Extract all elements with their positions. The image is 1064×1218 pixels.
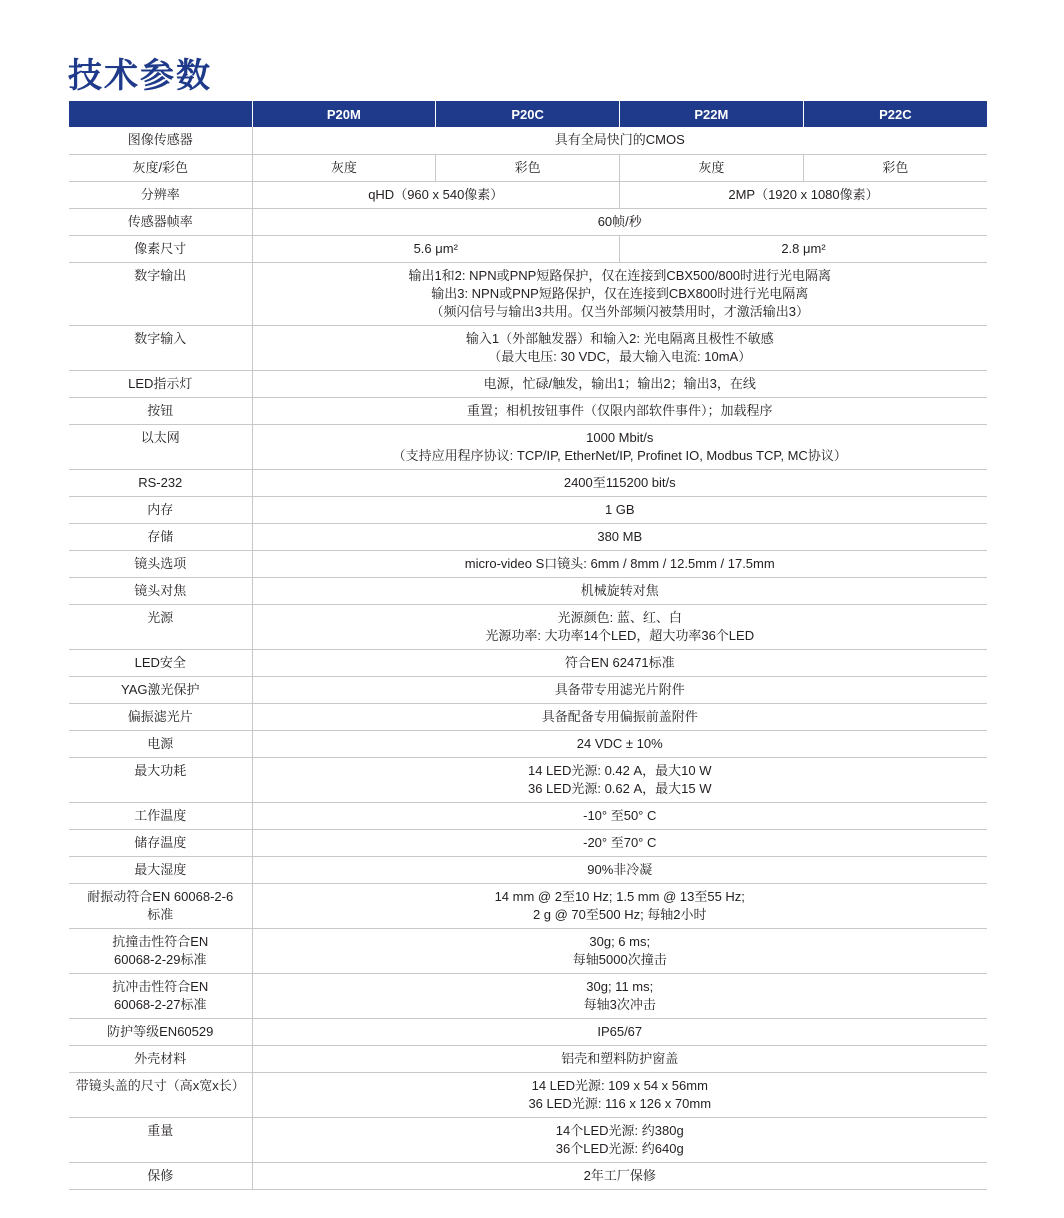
spec-row	[69, 127, 987, 154]
model-header: P22C	[803, 101, 987, 127]
spec-value-line: 1000 Mbit/s	[586, 429, 654, 445]
spec-label-line: 以太网	[140, 429, 180, 445]
spec-label	[69, 928, 252, 973]
spec-label-line: YAG激光保护	[121, 681, 200, 697]
spec-value-line: 灰度	[698, 159, 725, 175]
spec-value-line: 光源颜色: 蓝、红、白	[557, 609, 682, 625]
spec-label	[69, 1117, 252, 1162]
spec-label-line: 最大湿度	[134, 861, 187, 877]
spec-value-line: 彩色	[882, 159, 909, 175]
spec-row	[69, 703, 987, 730]
spec-label-line: LED安全	[134, 654, 186, 670]
spec-row	[69, 262, 987, 325]
spec-value	[252, 127, 987, 154]
spec-label-line: 分辨率	[140, 186, 180, 202]
spec-label-line: 灰度/彩色	[132, 159, 189, 175]
spec-value	[252, 577, 987, 604]
spec-label	[69, 235, 252, 262]
spec-label-line: 内存	[147, 501, 174, 517]
spec-value-line: 1 GB	[604, 501, 635, 517]
spec-row	[69, 208, 987, 235]
spec-value-line: 2 g @ 70至500 Hz; 每轴2小时	[532, 906, 707, 922]
spec-value-line: 输出3: NPN或PNP短路保护，仅在连接到CBX800时进行光电隔离	[431, 285, 809, 301]
spec-label-line: 60068-2-27标准	[114, 996, 207, 1012]
spec-value-line: micro-video S口镜头: 6mm / 8mm / 12.5mm / 17.5mm	[464, 555, 775, 571]
spec-value-line: 36 LED光源: 0.62 A，最大15 W	[527, 780, 712, 796]
spec-row	[69, 550, 987, 577]
spec-row	[69, 1045, 987, 1072]
spec-value-line: qHD（960 x 540像素）	[368, 186, 504, 202]
spec-label-line: 偏振滤光片	[127, 708, 193, 724]
model-header: P20C	[436, 101, 620, 127]
spec-value	[252, 730, 987, 757]
spec-value	[620, 181, 988, 208]
spec-row	[69, 973, 987, 1018]
spec-label	[69, 883, 252, 928]
spec-row	[69, 1018, 987, 1045]
spec-row	[69, 676, 987, 703]
spec-row	[69, 370, 987, 397]
spec-value-line: 60帧/秒	[597, 213, 642, 229]
spec-value	[252, 883, 987, 928]
spec-row	[69, 154, 987, 181]
spec-value	[436, 154, 620, 181]
spec-value-line: 14 mm @ 2至10 Hz; 1.5 mm @ 13至55 Hz;	[494, 888, 745, 904]
spec-value-line: -10° 至50° C	[583, 807, 657, 823]
spec-label-line: 保修	[147, 1167, 174, 1183]
spec-label-line: 抗冲击性符合EN	[112, 978, 209, 994]
spec-value	[252, 928, 987, 973]
spec-value	[252, 325, 987, 370]
spec-label-line: 60068-2-29标准	[114, 951, 207, 967]
spec-label	[69, 469, 252, 496]
spec-row	[69, 1117, 987, 1162]
spec-value	[252, 469, 987, 496]
spec-value-line: 5.6 μm²	[413, 240, 458, 256]
spec-value	[252, 1117, 987, 1162]
spec-label	[69, 370, 252, 397]
spec-value	[252, 802, 987, 829]
spec-label	[69, 424, 252, 469]
spec-label-line: 数字输出	[134, 267, 187, 283]
spec-label-line: 图像传感器	[127, 132, 193, 147]
spec-value-line: （频闪信号与输出3共用。仅当外部频闪被禁用时，才激活输出3）	[430, 303, 809, 319]
spec-row	[69, 325, 987, 370]
model-header: P20M	[252, 101, 436, 127]
spec-row	[69, 577, 987, 604]
spec-body	[69, 127, 987, 1189]
spec-value-line: 光源功率: 大功率14个LED，超大功率36个LED	[485, 627, 755, 643]
spec-label-line: 重量	[147, 1122, 174, 1138]
spec-label	[69, 208, 252, 235]
spec-row	[69, 649, 987, 676]
spec-value	[252, 757, 987, 802]
spec-label	[69, 325, 252, 370]
spec-value	[252, 856, 987, 883]
spec-value-line: 灰度	[330, 159, 357, 175]
spec-value-line: 380 MB	[597, 528, 643, 544]
spec-label	[69, 676, 252, 703]
spec-value	[252, 370, 987, 397]
spec-label-line: 工作温度	[134, 807, 187, 823]
spec-label-line: 电源	[147, 735, 174, 751]
spec-label-line: 镜头对焦	[134, 582, 187, 598]
spec-label-line: LED指示灯	[128, 375, 193, 391]
spec-value-line: 符合EN 62471标准	[564, 654, 675, 670]
spec-label	[69, 703, 252, 730]
spec-value-line: 14个LED光源: 约380g	[555, 1122, 684, 1138]
spec-row	[69, 856, 987, 883]
spec-value-line: 彩色	[514, 159, 541, 175]
spec-value-line: 每轴3次冲击	[583, 996, 656, 1012]
spec-value	[252, 1018, 987, 1045]
spec-row	[69, 604, 987, 649]
spec-label-line: 传感器帧率	[127, 213, 193, 229]
spec-value	[620, 235, 988, 262]
spec-value	[620, 154, 804, 181]
page-title: 技术参数	[68, 56, 212, 96]
spec-row	[69, 883, 987, 928]
spec-value	[252, 1045, 987, 1072]
spec-label-line: 标准	[147, 906, 174, 922]
spec-label-line: 镜头选项	[134, 555, 187, 571]
spec-value-line: 2MP（1920 x 1080像素）	[728, 186, 879, 202]
spec-label	[69, 262, 252, 325]
spec-value-line: 36个LED光源: 约640g	[555, 1140, 684, 1156]
spec-row	[69, 424, 987, 469]
spec-value-line: 14 LED光源: 109 x 54 x 56mm	[531, 1077, 708, 1093]
spec-row	[69, 235, 987, 262]
spec-value	[252, 550, 987, 577]
spec-row	[69, 829, 987, 856]
spec-value	[252, 649, 987, 676]
spec-row	[69, 802, 987, 829]
spec-value-line: 具备配备专用偏振前盖附件	[541, 708, 698, 724]
spec-value-line: （最大电压: 30 VDC，最大输入电流: 10mA）	[488, 348, 752, 364]
spec-value	[252, 829, 987, 856]
spec-value-line: 铝壳和塑料防护窗盖	[561, 1050, 679, 1066]
spec-value-line: 具备带专用滤光片附件	[554, 681, 685, 697]
header-row	[69, 101, 987, 127]
spec-row	[69, 730, 987, 757]
spec-value-line: 每轴5000次撞击	[572, 951, 667, 967]
spec-row	[69, 928, 987, 973]
spec-label	[69, 127, 252, 154]
spec-value	[252, 496, 987, 523]
spec-value	[252, 703, 987, 730]
spec-label	[69, 730, 252, 757]
spec-label	[69, 1045, 252, 1072]
spec-label-line: 光源	[147, 609, 174, 625]
spec-value-line: 电源，忙碌/触发，输出1；输出2；输出3，在线	[483, 375, 756, 391]
spec-label	[69, 577, 252, 604]
spec-row	[69, 469, 987, 496]
spec-value	[252, 154, 436, 181]
spec-label	[69, 856, 252, 883]
spec-label	[69, 802, 252, 829]
spec-label	[69, 649, 252, 676]
model-header: P22M	[620, 101, 804, 127]
spec-label-line: 防护等级EN60529	[107, 1023, 214, 1039]
spec-label	[69, 973, 252, 1018]
spec-value-line: -20° 至70° C	[583, 834, 657, 850]
spec-row	[69, 496, 987, 523]
spec-value	[252, 604, 987, 649]
spec-row	[69, 1162, 987, 1189]
spec-value	[252, 523, 987, 550]
spec-value-line: 30g; 11 ms;	[586, 978, 654, 994]
spec-value-line: 90%非冷凝	[587, 861, 653, 877]
spec-value-line: 30g; 6 ms;	[589, 933, 651, 949]
spec-label-line: RS-232	[138, 474, 183, 490]
spec-value	[252, 208, 987, 235]
spec-row	[69, 1072, 987, 1117]
spec-value-line: 14 LED光源: 0.42 A，最大10 W	[527, 762, 712, 778]
spec-label-line: 按钮	[147, 402, 174, 418]
spec-value	[252, 1162, 987, 1189]
spec-value-line: 输入1（外部触发器）和输入2: 光电隔离且极性不敏感	[465, 330, 774, 346]
spec-value	[252, 262, 987, 325]
spec-label	[69, 550, 252, 577]
spec-label-line: 最大功耗	[134, 762, 187, 778]
spec-value	[252, 235, 620, 262]
header-corner	[69, 101, 252, 127]
spec-row	[69, 523, 987, 550]
spec-label	[69, 604, 252, 649]
spec-label	[69, 496, 252, 523]
spec-value	[803, 154, 987, 181]
spec-value-line: 24 VDC ± 10%	[576, 735, 663, 751]
spec-label-line: 耐振动符合EN 60068-2-6	[87, 888, 234, 904]
spec-label	[69, 1072, 252, 1117]
spec-label-line: 外壳材料	[134, 1050, 187, 1066]
spec-value-line: （支持应用程序协议: TCP/IP, EtherNet/IP, Profinet IO, Modbus TCP, MC协议）	[392, 447, 847, 463]
spec-label	[69, 397, 252, 424]
spec-label-line: 数字输入	[134, 330, 187, 346]
spec-value	[252, 397, 987, 424]
spec-table	[69, 101, 987, 1190]
spec-row	[69, 397, 987, 424]
spec-label-line: 储存温度	[134, 834, 187, 850]
spec-value-line: 输出1和2: NPN或PNP短路保护，仅在连接到CBX500/800时进行光电隔离	[408, 267, 832, 283]
spec-value	[252, 1072, 987, 1117]
spec-row	[69, 757, 987, 802]
spec-value-line: 2年工厂保修	[583, 1167, 656, 1183]
spec-value-line: 重置；相机按钮事件（仅限内部软件事件）；加载程序	[466, 402, 773, 418]
spec-label	[69, 757, 252, 802]
spec-value	[252, 181, 620, 208]
spec-value	[252, 424, 987, 469]
spec-label	[69, 1018, 252, 1045]
spec-value	[252, 676, 987, 703]
spec-label	[69, 523, 252, 550]
spec-label	[69, 154, 252, 181]
spec-value	[252, 973, 987, 1018]
spec-value-line: 36 LED光源: 116 x 126 x 70mm	[528, 1095, 712, 1111]
spec-label	[69, 181, 252, 208]
spec-label-line: 带镜头盖的尺寸（高x宽x长）	[75, 1077, 245, 1093]
spec-value-line: 2400至115200 bit/s	[563, 474, 676, 490]
spec-label	[69, 829, 252, 856]
spec-label-line: 像素尺寸	[134, 240, 187, 256]
spec-row	[69, 181, 987, 208]
spec-value-line: 机械旋转对焦	[580, 582, 659, 598]
spec-value-line: IP65/67	[597, 1023, 643, 1039]
spec-label-line: 存储	[147, 528, 174, 544]
spec-value-line: 2.8 μm²	[781, 240, 826, 256]
spec-label-line: 抗撞击性符合EN	[112, 933, 209, 949]
spec-label	[69, 1162, 252, 1189]
spec-value-line: 具有全局快门的CMOS	[554, 132, 685, 147]
